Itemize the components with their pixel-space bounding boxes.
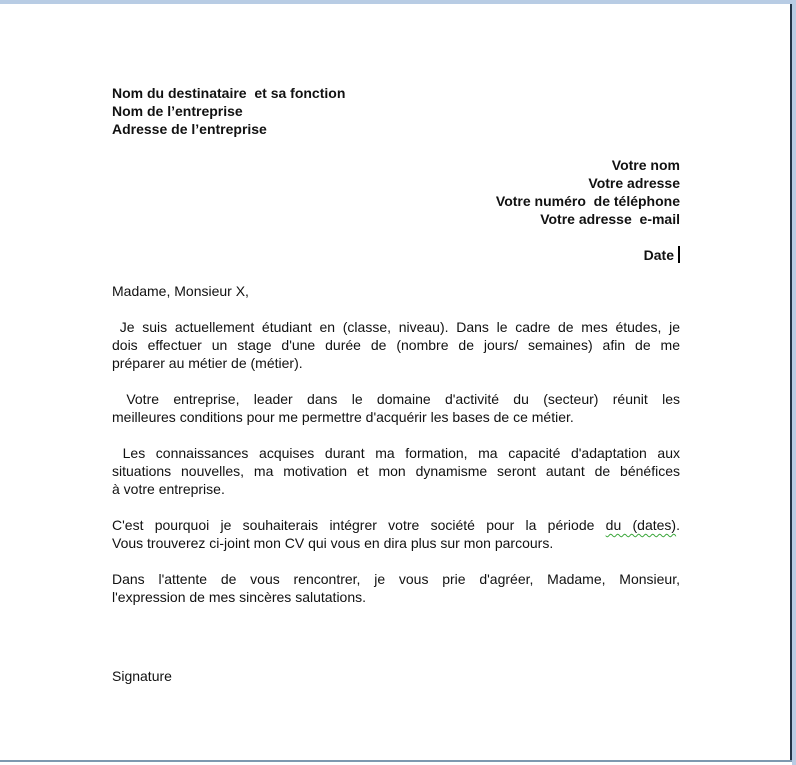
body-line[interactable]: Votre entreprise, leader dans le domaine d'activité du (secteur) réunit les (112, 391, 680, 407)
paragraph-company[interactable] (112, 390, 680, 426)
body-line[interactable]: Vous trouverez ci-joint mon CV qui vous en dira plus sur mon parcours. (112, 535, 554, 551)
paragraph-studies[interactable] (112, 318, 680, 372)
salutation-line[interactable]: Madame, Monsieur X, (112, 283, 249, 299)
sender-block (112, 156, 680, 228)
recipient-block (112, 84, 680, 138)
recipient-name-line[interactable]: Nom du destinataire et sa fonction (112, 85, 346, 101)
body-line[interactable]: meilleures conditions pour me permettre d'acquérir les bases de ce métier. (112, 409, 574, 425)
body-line[interactable]: Les connaissances acquises durant ma formation, ma capacité d'adaptation aux (112, 445, 681, 461)
body-text: C'est pourquoi je souhaiterais intégrer votre société pour la période (112, 517, 606, 533)
body-line[interactable]: situations nouvelles, ma motivation et mon dynamisme seront autant de bénéfices (112, 463, 680, 479)
date-line[interactable] (112, 246, 680, 264)
body-text: . (676, 517, 680, 533)
paragraph-period[interactable] (112, 516, 680, 552)
body-line[interactable]: à votre entreprise. (112, 481, 225, 497)
page-right-edge (790, 4, 792, 760)
sender-phone-line[interactable]: Votre numéro de téléphone (495, 193, 680, 209)
sender-name-line[interactable]: Votre nom (611, 157, 680, 173)
body-line[interactable]: dois effectuer un stage d'une durée de (nombre de jours/ semaines) afin de me (112, 337, 680, 353)
paragraph-skills[interactable] (112, 444, 680, 498)
date-label: Date (643, 247, 674, 263)
letter-content (112, 84, 680, 685)
page-bottom-edge (0, 760, 792, 762)
sender-email-line[interactable]: Votre adresse e-mail (540, 211, 680, 227)
text-cursor-caret (678, 246, 680, 263)
paragraph-closing[interactable] (112, 570, 680, 606)
recipient-company-line[interactable]: Nom de l’entreprise (112, 103, 243, 119)
document-page[interactable] (0, 4, 790, 760)
body-line[interactable]: Dans l'attente de vous rencontrer, je vous prie d'agréer, Madame, Monsieur, (112, 571, 680, 587)
grammar-check-underlined-text: du (dates) (605, 517, 677, 533)
recipient-address-line[interactable]: Adresse de l’entreprise (112, 121, 267, 137)
sender-address-line[interactable]: Votre adresse (588, 175, 680, 191)
body-line[interactable]: l'expression de mes sincères salutations. (112, 589, 367, 605)
body-line[interactable]: préparer au métier de (métier). (112, 355, 303, 371)
body-line[interactable] (112, 516, 680, 534)
body-line[interactable]: Je suis actuellement étudiant en (classe, niveau). Dans le cadre de mes études, je (112, 319, 680, 335)
signature-line[interactable]: Signature (112, 668, 172, 684)
page-right-background-gap (792, 0, 796, 765)
